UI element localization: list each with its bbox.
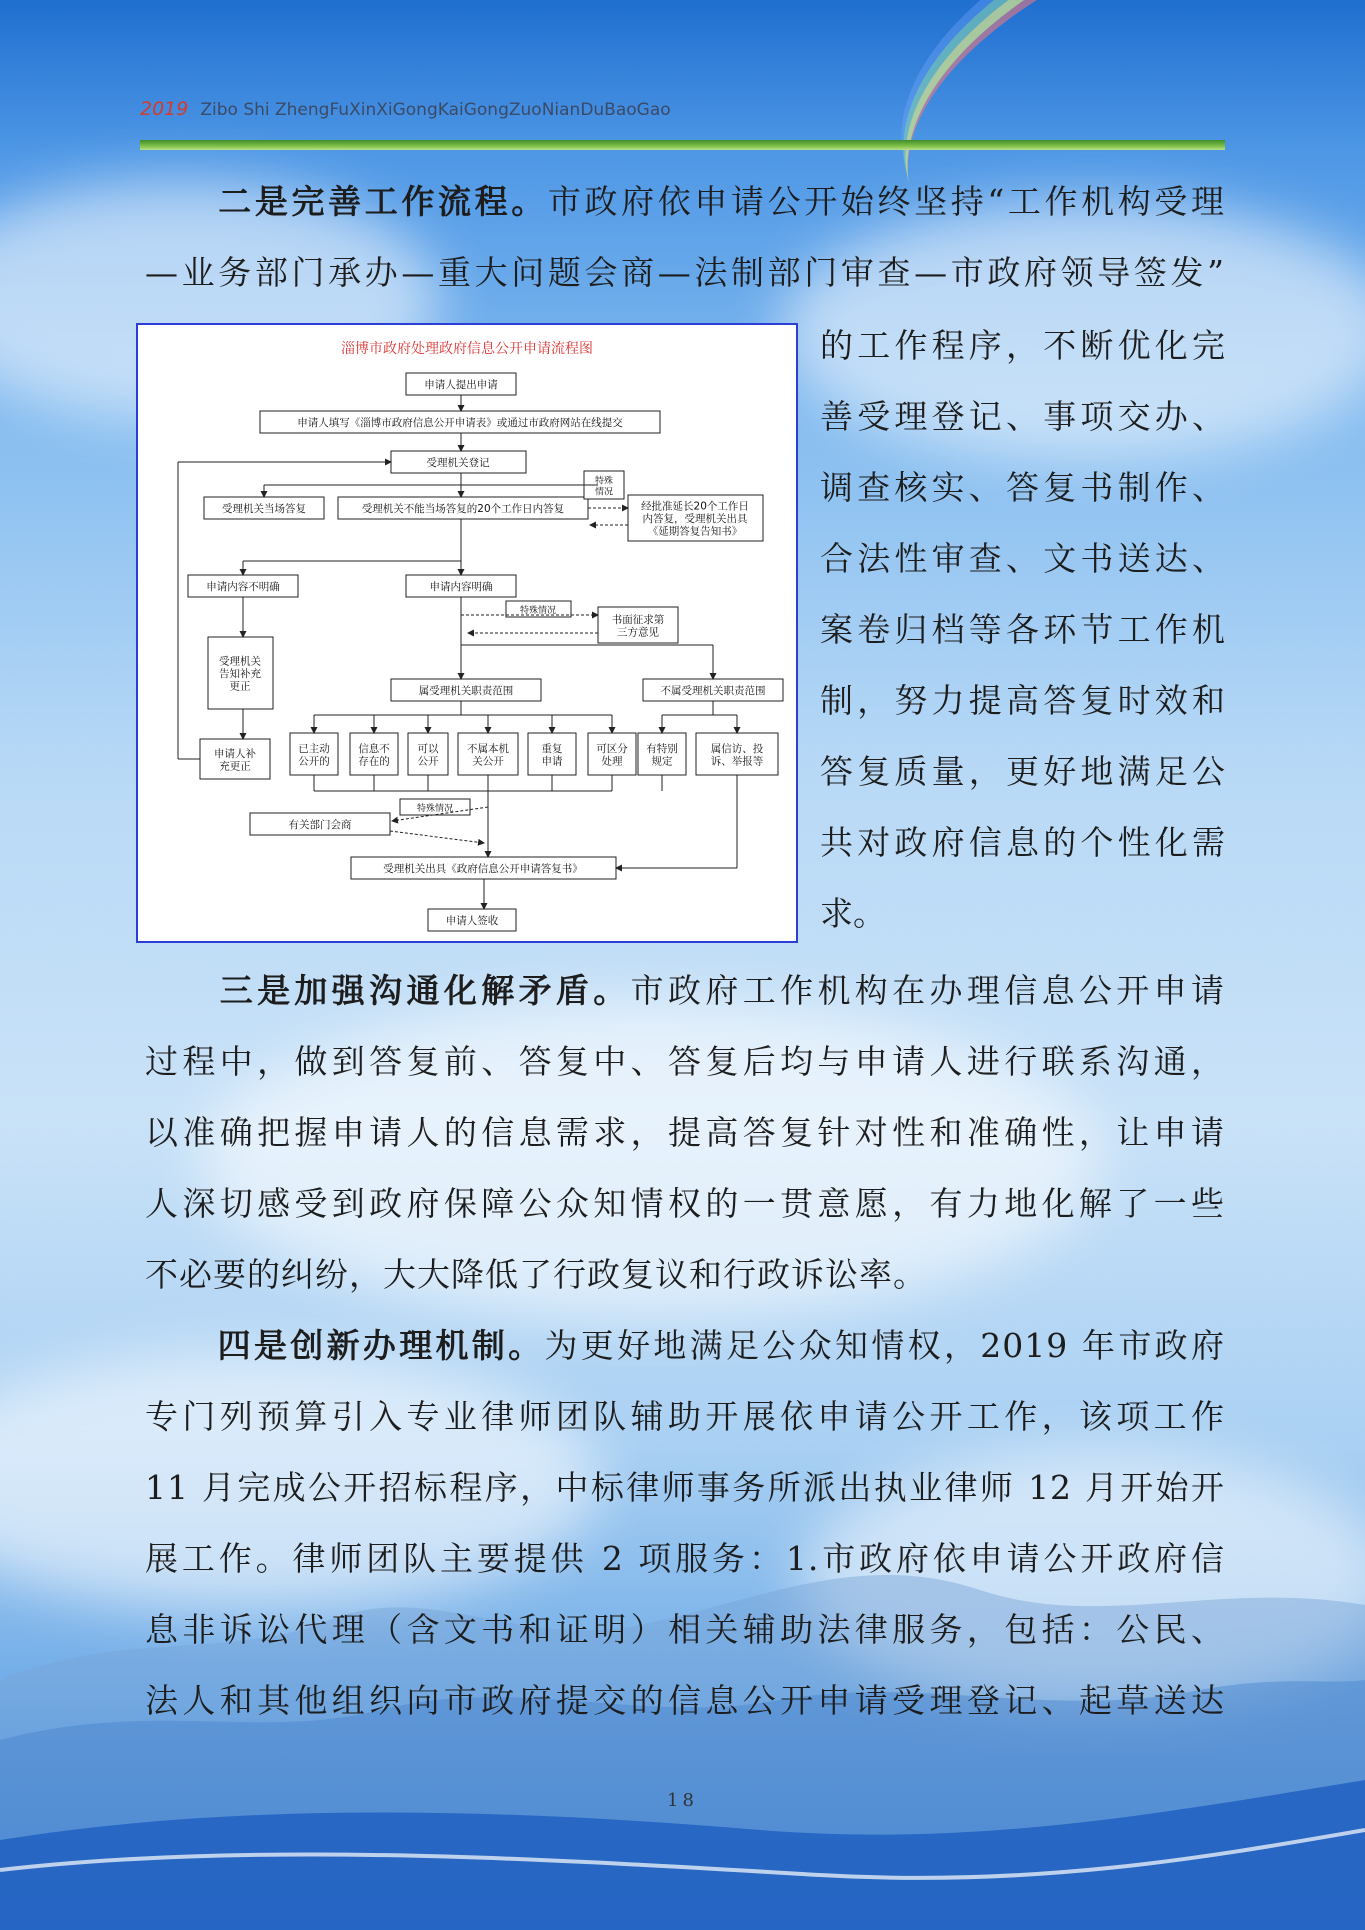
side-text-line: 案卷归档等各环节工作机 — [820, 610, 1225, 649]
running-header — [140, 98, 671, 120]
node-sign-label: 申请人签收 — [445, 915, 499, 927]
node-leaf-label: 不属本机 — [467, 742, 509, 755]
node-notify-label: 受理机关 — [219, 655, 261, 668]
node-special-rule-label: 规定 — [651, 755, 673, 768]
node-third-party-label: 三方意见 — [617, 626, 659, 639]
node-leaf-label: 存在的 — [358, 755, 390, 768]
header-title: Zibo Shi ZhengFuXinXiGongKaiGongZuoNianDuBaoGao — [200, 100, 671, 120]
side-text-line: 善受理登记、事项交办、 — [820, 397, 1225, 436]
node-extend-label: 经批准延长20个工作日 — [641, 500, 749, 513]
node-extend-label: 内答复，受理机关出具 — [642, 513, 748, 525]
node-leaf-label: 重复 — [541, 742, 563, 755]
node-supplement-label: 充更正 — [219, 760, 251, 773]
node-leaf-label: 公开 — [417, 755, 439, 768]
paragraph-text: 市政府依申请公开始终坚持“工作机构受理 — [547, 182, 1225, 221]
node-submit-label: 申请人提出申请 — [424, 379, 498, 391]
flowchart-title: 淄博市政府处理政府信息公开申请流程图 — [341, 341, 593, 357]
node-special-1-label: 情况 — [594, 487, 614, 498]
paragraph-1 — [145, 166, 1225, 308]
node-leaf-label: 处理 — [601, 755, 623, 768]
node-petition-label: 属信访、投 — [710, 742, 764, 755]
node-leaf-label: 申请 — [541, 755, 563, 768]
flowchart-diagram — [138, 325, 796, 941]
paragraph-line: 人深切感受到政府保障公众知情权的一贯意愿，有力地化解了一些 — [145, 1184, 1225, 1223]
flowchart-figure — [136, 323, 798, 943]
side-text-line: 共对政府信息的个性化需 — [820, 823, 1225, 862]
node-leaf-label: 已主动 — [298, 742, 330, 755]
paragraph-2 — [145, 955, 1225, 1310]
paragraph-line: 专门列预算引入专业律师团队辅助开展依申请公开工作，该项工作 — [145, 1397, 1225, 1436]
side-text-line: 求。 — [820, 894, 886, 933]
paragraph-line: 11 月完成公开招标程序，中标律师事务所派出执业律师 12 月开始开 — [145, 1468, 1225, 1507]
side-text-column — [820, 310, 1225, 949]
node-leaf-label: 关公开 — [472, 755, 504, 768]
node-petition-label: 诉、举报等 — [710, 755, 764, 768]
node-clear-label: 申请内容明确 — [429, 581, 493, 593]
paragraph-line: 以准确把握申请人的信息需求，提高答复针对性和准确性，让申请 — [145, 1113, 1225, 1152]
node-extend-label: 《延期答复告知书》 — [647, 525, 743, 538]
side-text-line: 答复质量，更好地满足公 — [820, 752, 1225, 791]
paragraph-heading: 二是完善工作流程。 — [218, 182, 548, 221]
node-unclear-label: 申请内容不明确 — [206, 581, 280, 593]
node-20days-label: 受理机关不能当场答复的20个工作日内答复 — [361, 503, 565, 515]
page-number: 18 — [667, 1790, 698, 1811]
node-leaf-label: 可以 — [417, 742, 439, 755]
node-special-1-label: 特殊 — [594, 476, 614, 487]
paragraph-text: 为更好地满足公众知情权，2019 年市政府 — [544, 1326, 1226, 1365]
paragraph-3 — [145, 1310, 1225, 1736]
paragraph-line: 息非诉讼代理（含文书和证明）相关辅助法律服务，包括：公民、 — [145, 1610, 1225, 1649]
node-scope-label: 属受理机关职责范围 — [418, 685, 514, 697]
header-rule — [140, 140, 1225, 150]
node-special-rule-label: 有特别 — [646, 742, 678, 755]
side-text-line: 合法性审查、文书送达、 — [820, 539, 1225, 578]
paragraph-line: 展工作。律师团队主要提供 2 项服务：1.市政府依申请公开政府信 — [145, 1539, 1225, 1578]
paragraph-heading: 四是创新办理机制。 — [217, 1326, 545, 1365]
paragraph-line — [145, 166, 1225, 237]
paragraph-line: 不必要的纠纷，大大降低了行政复议和行政诉讼率。 — [145, 1255, 927, 1294]
node-leaf-label: 公开的 — [298, 755, 330, 768]
node-leaf-label: 信息不 — [358, 742, 390, 755]
side-text-line: 调查核实、答复书制作、 — [820, 468, 1225, 507]
node-notify-label: 告知补充 — [219, 668, 261, 680]
header-year: 2019 — [140, 98, 189, 120]
node-third-party-label: 书面征求第 — [611, 613, 665, 626]
side-text-line: 的工作程序，不断优化完 — [820, 326, 1225, 365]
node-supplement-label: 申请人补 — [214, 747, 256, 760]
side-text-line: 制，努力提高答复时效和 — [820, 681, 1225, 720]
paragraph-line — [145, 955, 1225, 1026]
node-outscope-label: 不属受理机关职责范围 — [660, 685, 766, 697]
node-notify-label: 更正 — [229, 680, 251, 693]
paragraph-line: 过程中，做到答复前、答复中、答复后均与申请人进行联系沟通， — [145, 1042, 1225, 1081]
node-spot-reply-label: 受理机关当场答复 — [222, 503, 306, 515]
paragraph-heading: 三是加强沟通化解矛盾。 — [219, 971, 631, 1010]
node-leaf-label: 可区分 — [596, 742, 628, 755]
node-special-3-label: 特殊情况 — [416, 804, 454, 814]
node-special-2-label: 特殊情况 — [519, 606, 557, 616]
node-register-label: 受理机关登记 — [426, 457, 490, 469]
node-consult-label: 有关部门会商 — [288, 819, 352, 831]
paragraph-line: 法人和其他组织向市政府提交的信息公开申请受理登记、起草送达 — [145, 1681, 1225, 1720]
node-reply-label: 受理机关出具《政府信息公开申请答复书》 — [383, 863, 583, 875]
node-fill-form-label: 申请人填写《淄博市政府信息公开申请表》或通过市政府网站在线提交 — [297, 417, 623, 429]
paragraph-text: 市政府工作机构在办理信息公开申请 — [630, 971, 1226, 1010]
paragraph-line: —业务部门承办—重大问题会商—法制部门审查—市政府领导签发” — [145, 253, 1225, 292]
paragraph-line — [145, 1310, 1225, 1381]
